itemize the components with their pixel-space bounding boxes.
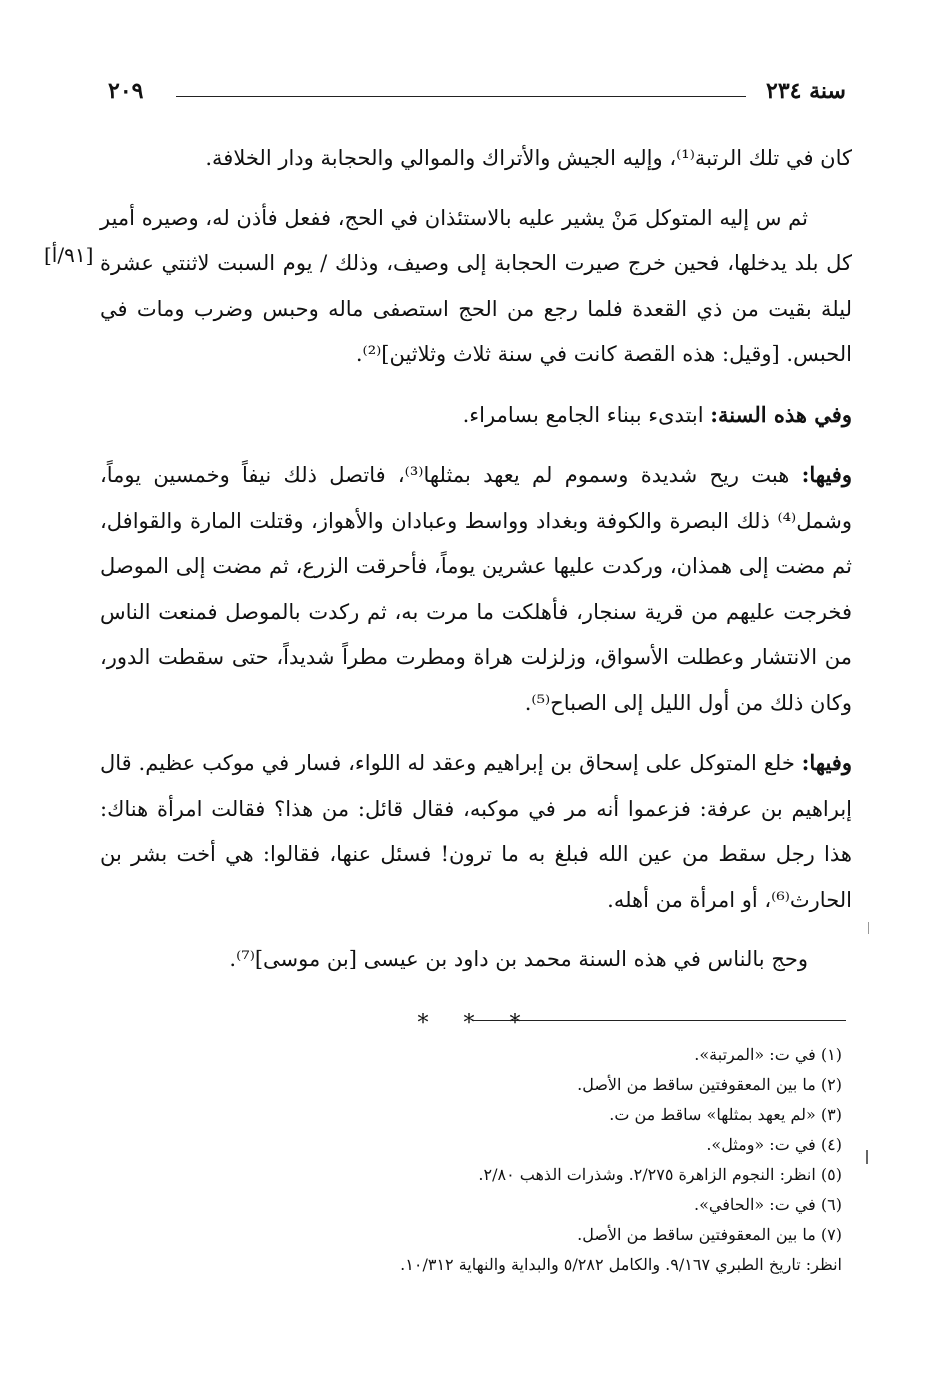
paragraph-5-text: خلع المتوكل على إسحاق بن إبراهيم وعقد له اللواء، فسار في موكب عظيم. قال إبراهيم بن عرفة: فزعموا أنه مر في موكبه، فقال قائل: من هذا؟ فقالت امرأة هناك: هذا رجل سقط من عين الله فبلغ به ما ترون! فسئل عنها، فقالوا: هي أخت بشر بن الحارث⁽⁶⁾، أو امرأة من أهله. (100, 751, 852, 912)
header-rule (176, 96, 746, 97)
paragraph-5-lead: وفيها: (801, 750, 852, 775)
footnote-6: (٦) في ت: «الحافي». (694, 1195, 842, 1214)
paragraph-5 (100, 740, 852, 923)
footnote-rule (472, 1020, 846, 1021)
main-text (100, 136, 852, 1046)
paragraph-4-text: هبت ريح شديدة وسموم لم يعهد بمثلها⁽³⁾، فاتصل ذلك نيفاً وخمسين يوماً، وشمل⁽⁴⁾ ذلك البصرة والكوفة وبغداد وواسط وعبادان والأهواز، وقتلت المارة والقوافل، ثم مضت إلى همذان، وركدت عليها عشرين يوماً، فأحرقت الزرع، ثم مضت إلى الموصل فخرجت عليهم من قرية سنجار، فأهلكت ما مرت به، ثم ركدت بالموصل فمنعت الناس من الانتشار وعطلت الأسواق، وزلزلت هراة ومطرت مطراً شديداً، حتى سقطت الدور، وكان ذلك من أول الليل إلى الصباح⁽⁵⁾. (100, 463, 852, 715)
margin-folio-reference: [٩١/أ] (44, 243, 94, 267)
running-header (108, 78, 846, 110)
scan-mark (866, 1150, 868, 1164)
page-number: ٢٠٩ (108, 78, 144, 104)
footnote-source: انظر: تاريخ الطبري ٩/١٦٧. والكامل ٥/٢٨٢ والبداية والنهاية ١٠/٣١٢. (400, 1255, 842, 1274)
section-separator: * * * (417, 1010, 535, 1036)
footnotes (142, 1040, 842, 1280)
footnote-3: (٣) «لم يعهد بمثلها» ساقط من ت. (609, 1105, 842, 1124)
paragraph-4 (100, 452, 852, 726)
running-title-year: سنة ٢٣٤ (766, 78, 846, 104)
scan-mark (868, 922, 869, 934)
paragraph-3-lead: وفي هذه السنة: (710, 401, 852, 427)
footnote-7: (٧) ما بين المعقوفتين ساقط من الأصل. (577, 1225, 842, 1244)
paragraph-6: وحج بالناس في هذه السنة محمد بن داود بن عيسى [بن موسى]⁽⁷⁾. (229, 947, 808, 971)
paragraph-2: ثم س إليه المتوكل مَنْ يشير عليه بالاستئذان في الحج، ففعل فأذن له، وصيره أمير كل بلد يدخلها، فحين خرج صيرت الحجابة إلى وصيف، وذلك / يوم السبت لاثنتي عشرة ليلة بقيت من ذي القعدة فلما رجع من الحج استصفى ماله وحبس وضرب ومات في الحبس. [وقيل: هذه القصة كانت في سنة ثلاث وثلاثين]⁽²⁾. (100, 205, 852, 366)
footnote-1: (١) في ت: «المرتبة». (694, 1045, 842, 1064)
paragraph-3 (100, 392, 852, 439)
footnote-5: (٥) انظر: النجوم الزاهرة ٢/٢٧٥. وشذرات الذهب ٢/٨٠. (478, 1165, 842, 1184)
footnote-2: (٢) ما بين المعقوفتين ساقط من الأصل. (577, 1075, 842, 1094)
paragraph-4-lead: وفيها: (801, 462, 852, 487)
paragraph-1: كان في تلك الرتبة⁽¹⁾، وإليه الجيش والأتراك والموالي والحجابة ودار الخلافة. (205, 146, 852, 170)
paragraph-3-text: ابتدىء ببناء الجامع بسامراء. (462, 402, 711, 427)
footnote-4: (٤) في ت: «ومثل». (706, 1135, 842, 1154)
